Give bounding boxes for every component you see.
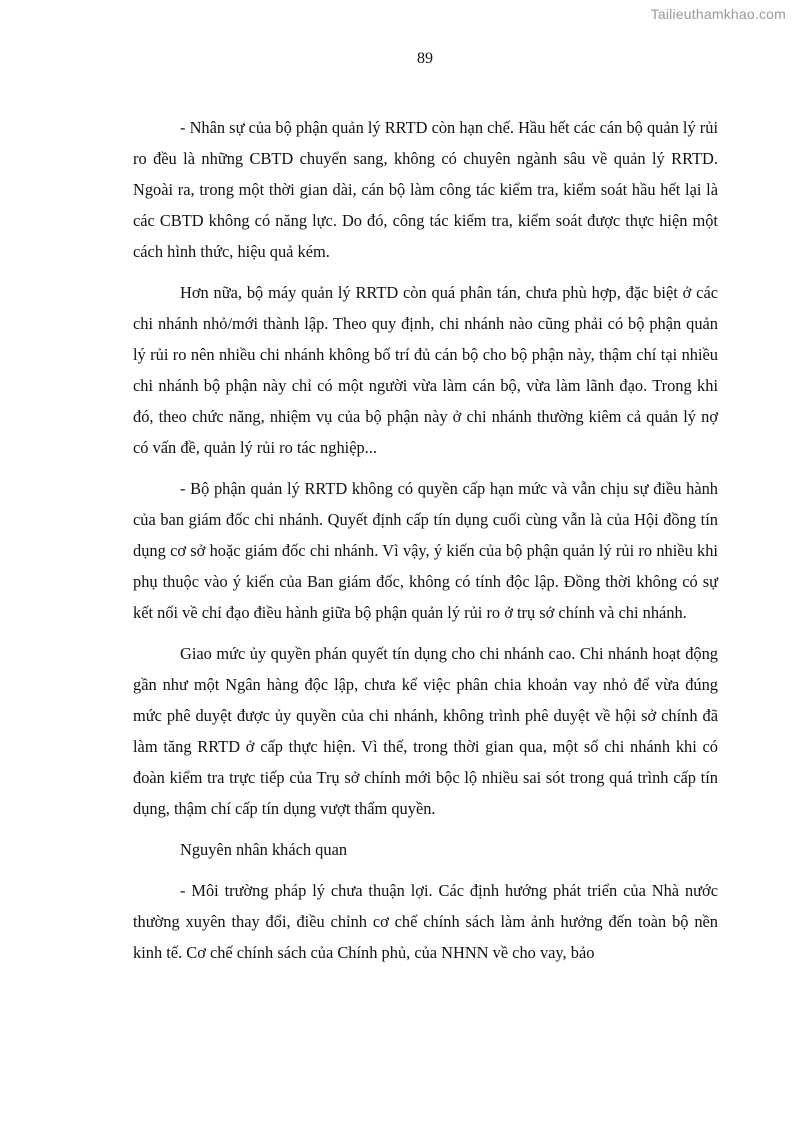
paragraph-no-limit-authority: - Bộ phận quản lý RRTD không có quyền cấp hạn mức và vẫn chịu sự điều hành của ban giám đốc chi nhánh. Quyết định cấp tín dụng cuối cùng vẫn là của Hội đồng tín dụng cơ sở hoặc giám đốc chi nhánh. Vì vậy, ý kiến của bộ phận quản lý rủi ro nhiều khi phụ thuộc vào ý kiến của Ban giám đốc, không có tính độc lập. Đồng thời không có sự kết nối về chỉ đạo điều hành giữa bộ phận quản lý rủi ro ở trụ sở chính và chi nhánh. <box>133 479 718 622</box>
paragraph-legal-environment: - Môi trường pháp lý chưa thuận lợi. Các định hướng phát triển của Nhà nước thường xuyên thay đổi, điều chỉnh cơ chế chính sách làm ảnh hưởng đến toàn bộ nền kinh tế. Cơ chế chính sách của Chính phủ, của NHNN về cho vay, bảo <box>133 881 718 962</box>
paragraph-scattered-structure: Hơn nữa, bộ máy quản lý RRTD còn quá phân tán, chưa phù hợp, đặc biệt ở các chi nhánh nhỏ/mới thành lập. Theo quy định, chi nhánh nào cũng phải có bộ phận quản lý rủi ro nên nhiều chi nhánh không bố trí đủ cán bộ cho bộ phận này, thậm chí tại nhiều chi nhánh bộ phận này chỉ có một người vừa làm cán bộ, vừa làm lãnh đạo. Trong khi đó, theo chức năng, nhiệm vụ của bộ phận này ở chi nhánh thường kiêm cả quản lý nợ có vấn đề, quản lý rủi ro tác nghiệp... <box>133 283 718 457</box>
watermark: Tailieuthamkhao.com <box>650 6 786 22</box>
section-heading-objective-causes: Nguyên nhân khách quan <box>180 840 348 859</box>
paragraph-delegation-level: Giao mức ủy quyền phán quyết tín dụng cho chi nhánh cao. Chi nhánh hoạt động gần như một Ngân hàng độc lập, chưa kể việc phân chia khoản vay nhỏ để vừa đúng mức phê duyệt được ủy quyền của chi nhánh, không trình phê duyệt về hội sở chính đã làm tăng RRTD ở cấp thực hiện. Vì thế, trong thời gian qua, một số chi nhánh khi có đoàn kiểm tra trực tiếp của Trụ sở chính mới bộc lộ nhiều sai sót trong quá trình cấp tín dụng, thậm chí cấp tín dụng vượt thẩm quyền. <box>133 644 718 818</box>
paragraph-staff-limitations: - Nhân sự của bộ phận quản lý RRTD còn hạn chế. Hầu hết các cán bộ quản lý rủi ro đều là những CBTD chuyển sang, không có chuyên ngành sâu về quản lý RRTD. Ngoài ra, trong một thời gian dài, cán bộ làm công tác kiểm tra, kiểm soát hầu hết lại là các CBTD không có năng lực. Do đó, công tác kiểm tra, kiểm soát được thực hiện một cách hình thức, hiệu quả kém. <box>133 118 718 261</box>
document-body <box>133 112 718 978</box>
page-number: 89 <box>417 50 433 67</box>
